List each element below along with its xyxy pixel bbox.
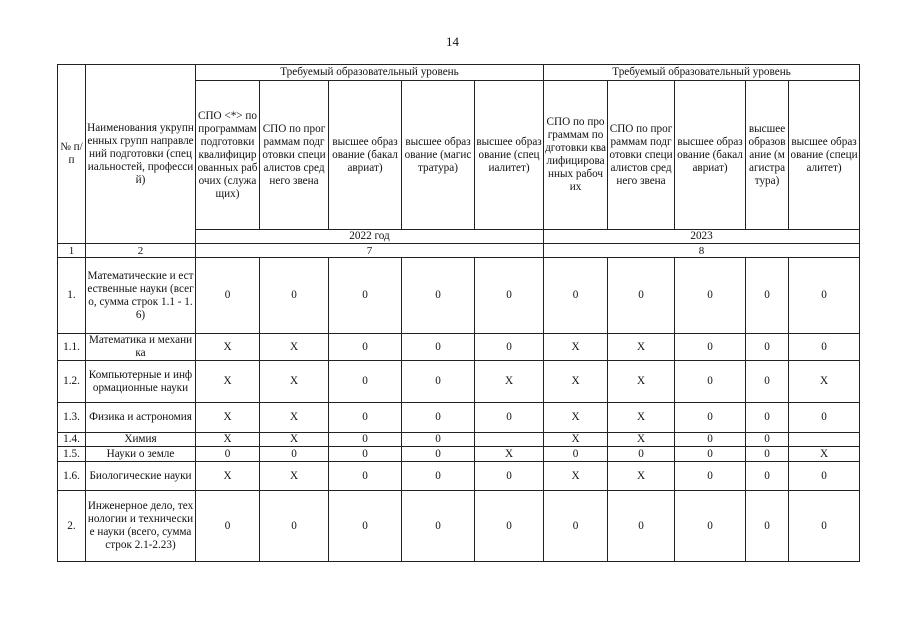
value-cell: 0 [196,258,260,334]
table-row [58,433,860,447]
row-name-cell: Химия [86,433,196,447]
value-cell: 0 [329,462,402,491]
value-cell: X [544,361,608,403]
row-number-cell: 1.6. [58,462,86,491]
value-cell: 0 [260,491,329,562]
subheader-2023-specialist: высшее образование (специалитет) [789,81,860,230]
subheader-2022-bachelor: высшее образование (бакалавриат) [329,81,402,230]
value-cell: 0 [608,491,675,562]
value-cell: X [544,334,608,361]
value-cell: 0 [402,361,475,403]
value-cell: X [260,462,329,491]
value-cell: 0 [402,447,475,462]
value-cell: 0 [746,447,789,462]
table-row [58,334,860,361]
value-cell: 0 [402,334,475,361]
value-cell: 0 [608,258,675,334]
value-cell: X [544,462,608,491]
value-cell: 0 [475,462,544,491]
row-name-cell: Науки о земле [86,447,196,462]
value-cell: 0 [746,491,789,562]
row-name-cell: Биологические науки [86,462,196,491]
value-cell: 0 [260,258,329,334]
value-cell: 0 [260,447,329,462]
value-cell: 0 [329,403,402,433]
value-cell: 0 [675,361,746,403]
value-cell: X [608,462,675,491]
value-cell: 0 [475,334,544,361]
row-name-cell: Математические и естественные науки (всего, сумма строк 1.1 - 1.6) [86,258,196,334]
value-cell: 0 [196,447,260,462]
value-cell: 0 [475,491,544,562]
value-cell: 0 [746,433,789,447]
table-row [58,491,860,562]
header-num-cell: № п/п [58,65,86,244]
value-cell: 0 [329,433,402,447]
value-cell: 0 [675,491,746,562]
value-cell: 0 [196,491,260,562]
value-cell: X [260,334,329,361]
value-cell: 0 [789,462,860,491]
value-cell: 0 [789,491,860,562]
value-cell: X [196,361,260,403]
column-number-1: 1 [58,244,86,258]
value-cell: 0 [544,258,608,334]
value-cell: 0 [402,491,475,562]
value-cell: 0 [544,491,608,562]
value-cell: 0 [475,258,544,334]
table-row [58,361,860,403]
value-cell: 0 [402,462,475,491]
header-row-level [58,65,860,81]
subheader-2023-master: высшее образование (магистратура) [746,81,789,230]
value-cell: X [475,447,544,462]
column-number-row [58,244,860,258]
subheader-2023-spo-specialists: СПО по программам подготовки специалистов среднего звена [608,81,675,230]
value-cell: 0 [746,361,789,403]
row-number-cell: 1.4. [58,433,86,447]
value-cell: X [260,361,329,403]
row-name-cell: Инженерное дело, технологии и технические науки (всего, сумма строк 2.1-2.23) [86,491,196,562]
row-number-cell: 1.1. [58,334,86,361]
value-cell: X [196,462,260,491]
value-cell [475,433,544,447]
value-cell: 0 [329,334,402,361]
column-number-8: 8 [544,244,860,258]
value-cell: 0 [329,447,402,462]
value-cell: 0 [675,334,746,361]
value-cell: 0 [329,361,402,403]
value-cell: X [544,433,608,447]
subheader-2022-spo-specialists: СПО по программам подготовки специалистов среднего звена [260,81,329,230]
subheader-2022-specialist: высшее образование (специалитет) [475,81,544,230]
value-cell: 0 [746,334,789,361]
value-cell: 0 [789,334,860,361]
value-cell: 0 [789,258,860,334]
year-2022: 2022 год [196,230,544,244]
value-cell: X [196,334,260,361]
row-number-cell: 2. [58,491,86,562]
row-name-cell: Математика и механика [86,334,196,361]
subheader-2023-spo-workers: СПО по программам подготовки квалифицированных рабочих [544,81,608,230]
row-name-cell: Компьютерные и информационные науки [86,361,196,403]
table-row [58,403,860,433]
value-cell: X [608,403,675,433]
value-cell: 0 [402,258,475,334]
year-2023: 2023 [544,230,860,244]
value-cell: 0 [675,403,746,433]
value-cell: X [196,433,260,447]
value-cell: 0 [675,462,746,491]
value-cell: X [608,433,675,447]
value-cell: 0 [329,258,402,334]
column-number-2: 2 [86,244,196,258]
value-cell: 0 [675,447,746,462]
value-cell: X [789,361,860,403]
header-level-2023: Требуемый образовательный уровень [544,65,860,81]
value-cell [789,433,860,447]
table-row [58,447,860,462]
value-cell: 0 [746,258,789,334]
value-cell: 0 [544,447,608,462]
value-cell: X [196,403,260,433]
value-cell: 0 [329,491,402,562]
row-name-cell: Физика и астрономия [86,403,196,433]
value-cell: X [608,361,675,403]
value-cell: X [608,334,675,361]
header-level-2022: Требуемый образовательный уровень [196,65,544,81]
row-number-cell: 1. [58,258,86,334]
row-number-cell: 1.2. [58,361,86,403]
value-cell: 0 [675,258,746,334]
subheader-2022-spo-workers: СПО <*> по программам подготовки квалифицированных рабочих (служащих) [196,81,260,230]
education-level-table [57,64,860,562]
value-cell: 0 [746,462,789,491]
column-number-7: 7 [196,244,544,258]
row-number-cell: 1.5. [58,447,86,462]
value-cell: 0 [746,403,789,433]
value-cell: X [260,433,329,447]
row-number-cell: 1.3. [58,403,86,433]
value-cell: 0 [675,433,746,447]
table-row [58,258,860,334]
subheader-2022-master: высшее образование (магистратура) [402,81,475,230]
subheader-2023-bachelor: высшее образование (бакалавриат) [675,81,746,230]
page-number: 14 [446,34,459,49]
value-cell: 0 [402,433,475,447]
value-cell: X [260,403,329,433]
table-row [58,462,860,491]
value-cell: X [475,361,544,403]
header-name-cell: Наименования укрупненных групп направлений подготовки (специальностей, профессий) [86,65,196,244]
value-cell: X [544,403,608,433]
value-cell: 0 [475,403,544,433]
value-cell: 0 [608,447,675,462]
value-cell: X [789,447,860,462]
value-cell: 0 [402,403,475,433]
value-cell: 0 [789,403,860,433]
